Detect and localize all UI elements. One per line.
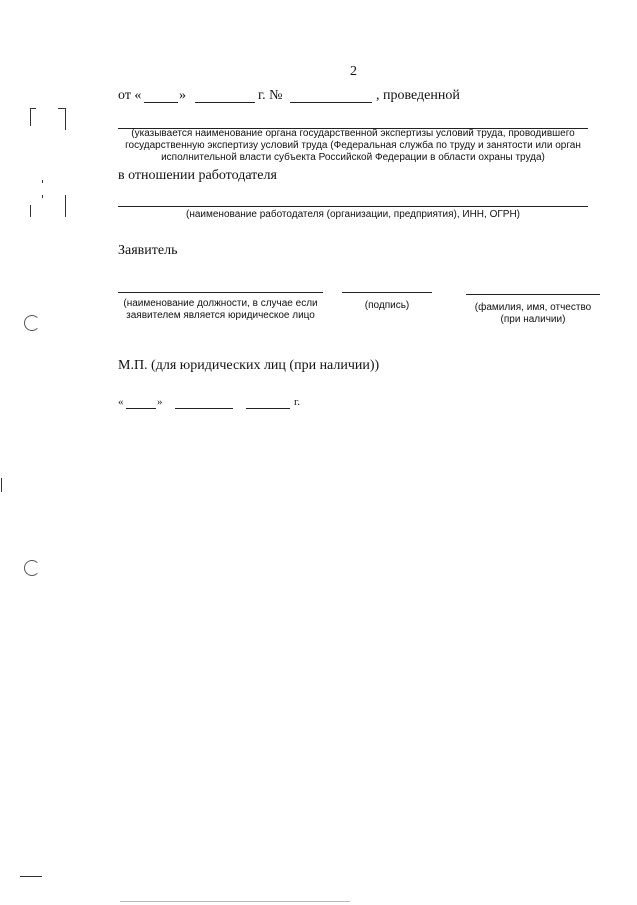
date-year-suffix: г. bbox=[294, 396, 301, 408]
stamp-label: М.П. (для юридических лиц (при наличии)) bbox=[118, 358, 380, 373]
from-prefix: от « bbox=[118, 88, 142, 103]
scan-mark bbox=[30, 108, 31, 126]
position-hint-line: (наименование должности, в случае если bbox=[123, 298, 318, 309]
date-day-blank bbox=[126, 408, 156, 409]
organization-hint-line: (указывается наименование органа государственной экспертизы условий труда, проводившего bbox=[131, 128, 575, 139]
date-month-blank bbox=[175, 408, 233, 409]
day-blank bbox=[144, 102, 178, 103]
employer-hint: (наименование работодателя (организации, предприятия), ИНН, ОГРН) bbox=[186, 209, 520, 220]
number-blank bbox=[290, 102, 372, 103]
bottom-edge bbox=[120, 901, 350, 902]
scan-mark bbox=[65, 108, 66, 130]
binder-hole-mark bbox=[24, 315, 40, 331]
scan-mark bbox=[65, 195, 66, 217]
scan-mark bbox=[30, 108, 36, 109]
employer-blank bbox=[118, 206, 588, 207]
full-name-hint-line: (фамилия, имя, отчество bbox=[474, 302, 592, 313]
organization-hint-line: государственную экспертизу условий труда (Федеральная служба по труду и занятости или орган bbox=[125, 140, 581, 151]
page-number: 2 bbox=[350, 64, 357, 79]
scan-mark bbox=[1, 478, 2, 492]
conducted-label: , проведенной bbox=[376, 88, 460, 103]
date-year-blank bbox=[246, 408, 290, 409]
position-hint-line: заявителем является юридическое лицо bbox=[126, 310, 315, 321]
position-hint bbox=[118, 298, 323, 322]
quote-close: » bbox=[179, 88, 186, 103]
date-quote-close: » bbox=[157, 396, 163, 408]
organization-hint bbox=[118, 128, 588, 164]
signature-hint: (подпись) bbox=[364, 300, 410, 311]
full-name-hint-line: (при наличии) bbox=[500, 314, 566, 325]
organization-hint-line: исполнительной власти субъекта Российской Федерации в области охраны труда) bbox=[161, 152, 545, 163]
full-name-blank bbox=[466, 294, 600, 295]
binder-hole-mark bbox=[24, 560, 40, 576]
date-quote-open: « bbox=[118, 396, 124, 408]
position-blank bbox=[118, 292, 323, 293]
signature-blank bbox=[342, 292, 432, 293]
applicant-label: Заявитель bbox=[118, 243, 178, 258]
scan-mark bbox=[58, 108, 65, 109]
employer-label: в отношении работодателя bbox=[118, 168, 277, 183]
scan-mark bbox=[42, 180, 43, 183]
year-number-label: г. № bbox=[258, 88, 283, 103]
month-blank bbox=[195, 102, 255, 103]
scan-mark bbox=[20, 876, 42, 877]
scan-mark bbox=[30, 205, 31, 217]
scan-mark bbox=[42, 195, 43, 198]
full-name-hint bbox=[466, 302, 600, 326]
